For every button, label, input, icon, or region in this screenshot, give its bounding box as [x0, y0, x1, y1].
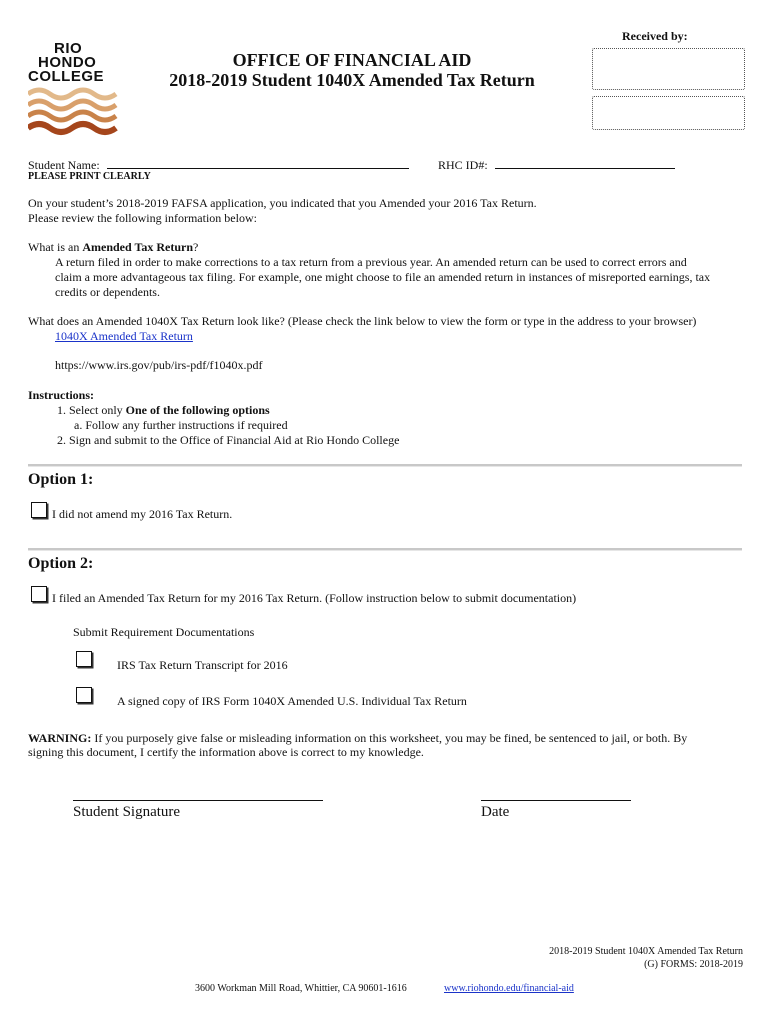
student-name-label: Student Name: — [28, 158, 100, 172]
received-by-box-2[interactable] — [592, 96, 745, 130]
date-line[interactable] — [481, 800, 631, 801]
warning-bold: WARNING: — [28, 731, 92, 745]
logo-word-1: RIO — [54, 40, 83, 57]
irs-url-text: https://www.irs.gov/pub/irs-pdf/f1040x.pdf — [55, 358, 263, 372]
office-title: OFFICE OF FINANCIAL AID — [232, 50, 472, 70]
footer-form-code: (G) FORMS: 2018-2019 — [644, 959, 743, 970]
warning-line-1 — [28, 731, 748, 746]
form-1040x-link[interactable]: 1040X Amended Tax Return — [55, 329, 193, 343]
date-label: Date — [481, 804, 510, 820]
option-1-checkbox[interactable] — [31, 502, 47, 518]
rhc-id-row — [438, 156, 675, 173]
instruction-step-1a: a. Follow any further instructions if required — [74, 418, 288, 432]
footer-website-link[interactable]: www.riohondo.edu/financial-aid — [444, 983, 574, 994]
step-1-prefix: 1. Select only — [57, 403, 126, 417]
submit-requirements-heading: Submit Requirement Documentations — [73, 625, 255, 639]
form-title: 2018-2019 Student 1040X Amended Tax Return — [169, 70, 535, 90]
instruction-step-1 — [57, 403, 270, 418]
student-signature-line[interactable] — [73, 800, 323, 801]
instructions-heading: Instructions: — [28, 388, 95, 402]
warning-text: If you purposely give false or misleading information on this worksheet, you may be fined, be sentenced to jail, or both. By — [91, 731, 688, 745]
intro-line-1: On your student’s 2018-2019 FAFSA application, you indicated that you Amended your 2016 Tax Return. — [28, 196, 537, 210]
doc-transcript-checkbox[interactable] — [76, 651, 92, 667]
option-2-text: I filed an Amended Tax Return for my 2016 Tax Return. (Follow instruction below to submit documentation) — [52, 591, 577, 605]
intro-line-2: Please review the following information below: — [28, 211, 257, 225]
option-1-divider — [28, 464, 742, 467]
instruction-step-2: 2. Sign and submit to the Office of Financial Aid at Rio Hondo College — [57, 433, 400, 447]
received-by-label: Received by: — [622, 29, 688, 43]
what-is-prefix: What is an — [28, 240, 83, 254]
what-is-answer-2: claim a more advantageous tax filing. For example, one might choose to file an amended return in instances of misreported earnings, tax — [55, 270, 711, 284]
warning-line-2: signing this document, I certify the information above is correct to my knowledge. — [28, 745, 424, 759]
what-is-suffix: ? — [193, 240, 199, 254]
option-2-divider — [28, 548, 742, 551]
footer-form-title: 2018-2019 Student 1040X Amended Tax Return — [549, 946, 743, 957]
what-is-bold: Amended Tax Return — [82, 240, 194, 254]
option-1-heading: Option 1: — [28, 471, 94, 488]
student-signature-label: Student Signature — [73, 804, 181, 820]
look-like-question: What does an Amended 1040X Tax Return look like? (Please check the link below to view the form or type in the address to your browser) — [28, 314, 697, 328]
logo-waves-icon — [28, 86, 118, 136]
what-is-question — [28, 240, 198, 255]
logo-word-3: COLLEGE — [28, 68, 105, 85]
received-by-box-1[interactable] — [592, 48, 745, 90]
rhc-id-label: RHC ID#: — [438, 158, 488, 172]
print-clearly-note: PLEASE PRINT CLEARLY — [28, 171, 151, 182]
option-1-text: I did not amend my 2016 Tax Return. — [52, 507, 233, 521]
doc-transcript-label: IRS Tax Return Transcript for 2016 — [117, 658, 288, 672]
logo-word-2: HONDO — [38, 54, 97, 71]
footer-address: 3600 Workman Mill Road, Whittier, CA 90601-1616 — [195, 983, 407, 994]
option-2-checkbox[interactable] — [31, 586, 47, 602]
option-2-heading: Option 2: — [28, 555, 94, 572]
what-is-answer-3: credits or dependents. — [55, 285, 160, 299]
what-is-answer-1: A return filed in order to make corrections to a tax return from a previous year. An amended return can be used to correct errors and — [55, 255, 687, 269]
doc-1040x-label: A signed copy of IRS Form 1040X Amended U.S. Individual Tax Return — [117, 694, 467, 708]
doc-1040x-checkbox[interactable] — [76, 687, 92, 703]
step-1-bold: One of the following options — [125, 403, 270, 417]
student-name-field[interactable] — [107, 156, 409, 169]
rhc-id-field[interactable] — [495, 156, 675, 169]
